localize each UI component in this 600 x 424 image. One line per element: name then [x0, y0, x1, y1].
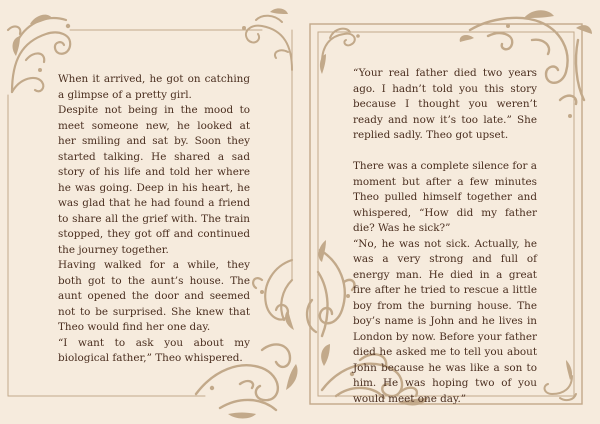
paragraph-spacer [353, 144, 537, 160]
left-paragraph-1: When it arrived, he got on catching a glimpse of a pretty girl. [58, 73, 250, 101]
left-page-text [58, 72, 250, 367]
right-paragraph-1: “Your real father died two years ago. I hadn’t told you this story because I thought you weren’t ready and now it’s too late.” She replied sadly. Theo got upset. [353, 67, 537, 141]
flourish-top-right-left-page [246, 16, 292, 70]
right-paragraph-2: There was a complete silence for a moment but after a few minutes Theo pulled himself together and whispered, “How did my father die? Was he sick?” [353, 160, 537, 234]
flourish-left-mid [307, 250, 354, 336]
right-paragraph-3: “No, he was not sick. Actually, he was a very strong and full of energy man. He died in a great fire after he tried to rescue a little boy from the burning house. The boy’s name is John and he lives in London by now. Before your father died he asked me to tell you about John because he was like a son to him. He was hoping two of you would meet one day.” [353, 237, 537, 405]
flourish-right-mid [253, 260, 292, 320]
left-paragraph-4: “I want to ask you about my biological father,” Theo whispered. [58, 336, 250, 364]
right-page-text [353, 66, 537, 407]
left-paragraph-3: Having walked for a while, they both got to the aunt’s house. The aunt opened the door and seemed not to be surprised. She knew that Theo would find her one day. [58, 259, 250, 333]
left-paragraph-2: Despite not being in the mood to meet someone new, he looked at her smiling and sat by. Soon they started talking. He shared a sad story of his life and told her where he was going. Deep in his heart, he was glad that he had found a friend to share all the grief with. The train stopped, they got off and continued the journey together. [58, 104, 250, 256]
flourish-top-left-right-page [322, 29, 355, 62]
